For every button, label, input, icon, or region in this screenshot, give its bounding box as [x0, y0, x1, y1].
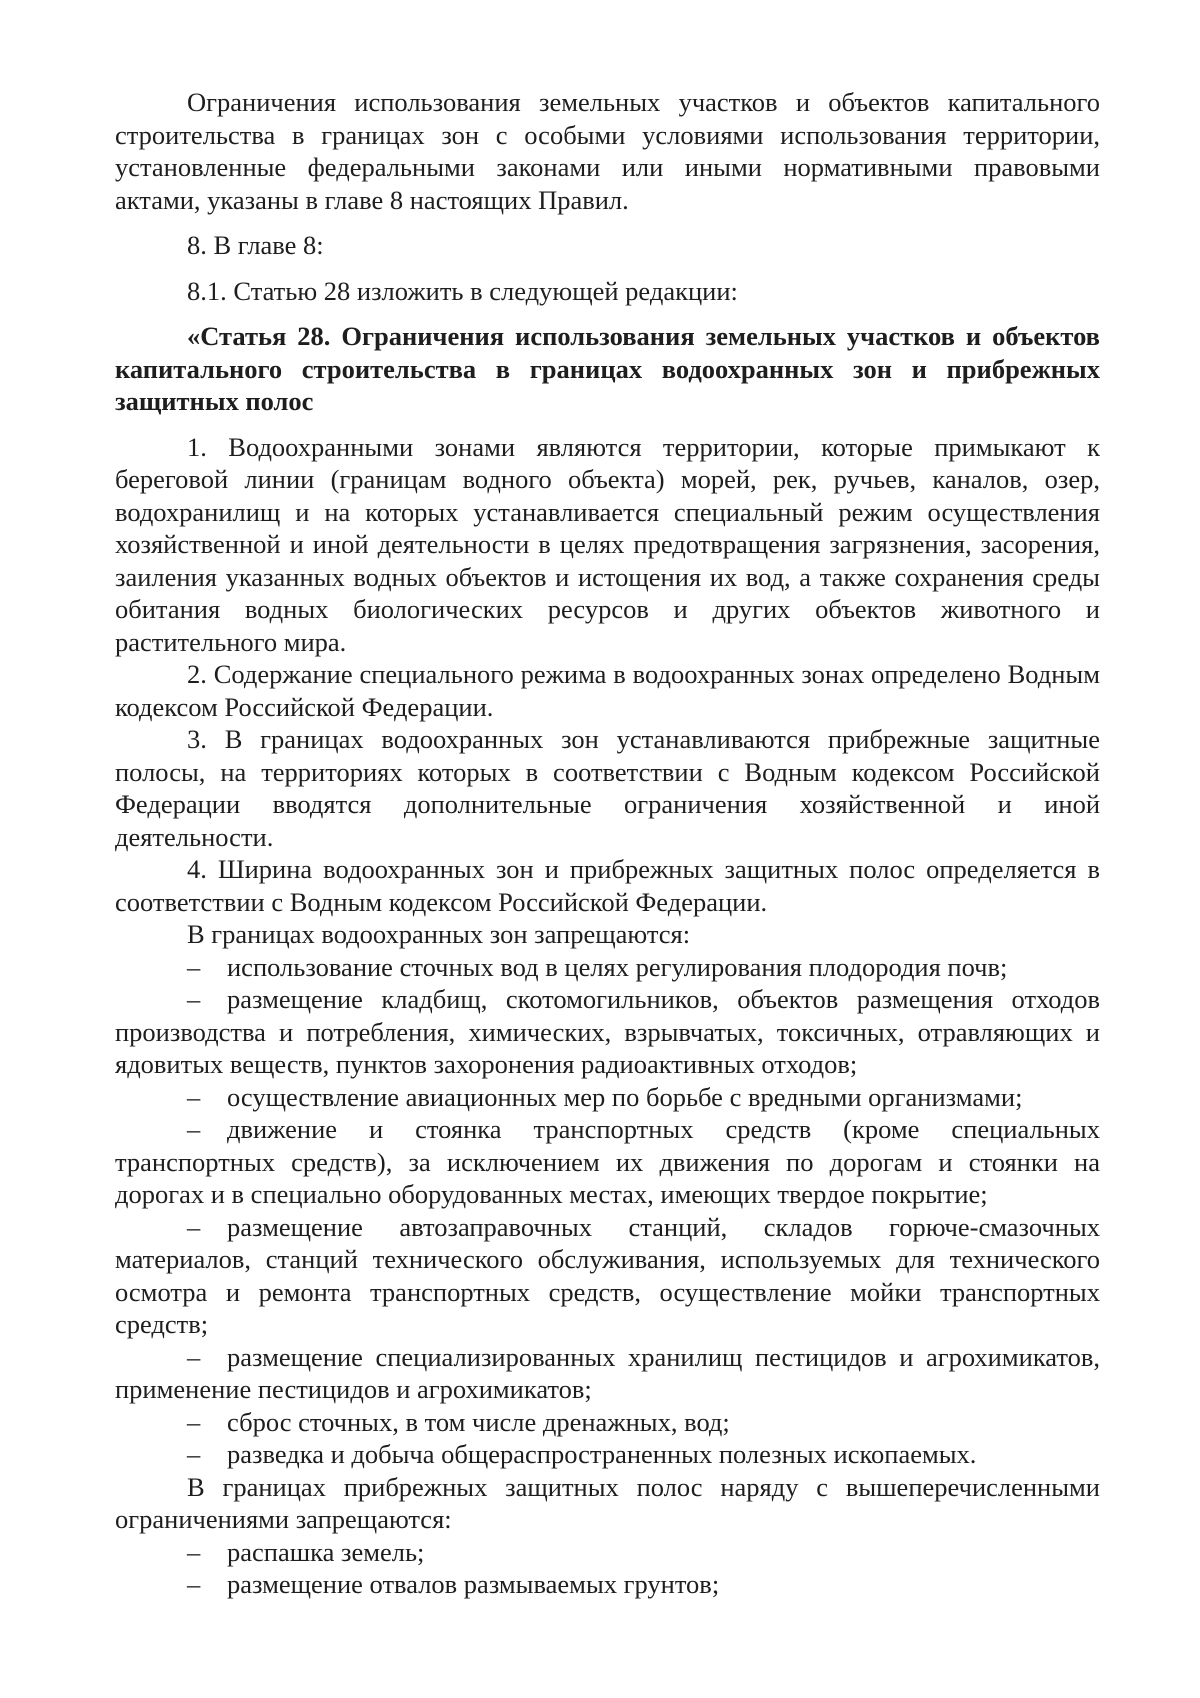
list-item-text: разведка и добыча общераспространенных полезных ископаемых.	[227, 1439, 977, 1469]
list-item-text: размещение автозаправочных станций, складов горюче-смазочных материалов, станций технического обслуживания, используемых для технического осмотра и ремонта транспортных средств, осуществление мойки транспортных средств;	[115, 1211, 1100, 1339]
list-item-text: размещение специализированных хранилищ пестицидов и агрохимикатов, применение пестицидов и агрохимикатов;	[115, 1341, 1100, 1404]
list-item-text: размещение кладбищ, скотомогильников, объектов размещения отходов производства и потребления, химических, взрывчатых, токсичных, отравляющих и ядовитых веществ, пунктов захоронения радиоактивных отходов;	[115, 984, 1100, 1079]
dash-marker: –	[187, 984, 201, 1014]
intro-paragraph: Ограничения использования земельных участков и объектов капитального строительства в границах зон с особыми условиями использования территории, установленные федеральными законами или иными нормативными правовыми актами, указаны в главе 8 настоящих Правил.	[115, 87, 1100, 215]
list-item	[115, 1568, 1100, 1601]
list-item	[115, 1081, 1100, 1114]
list-item-text: распашка земель;	[227, 1536, 425, 1567]
point-3: 3. В границах водоохранных зон устанавливаются прибрежные защитные полосы, на территориях которых в соответствии с Водным кодексом Российской Федерации вводятся дополнительные ограничения хозяйственной и иной деятельности.	[115, 724, 1100, 852]
list-item	[115, 983, 1100, 1081]
dash-marker: –	[187, 1114, 201, 1144]
list-item	[115, 1536, 1100, 1569]
list-item-text: использование сточных вод в целях регулирования плодородия почв;	[227, 951, 1008, 982]
point-2: 2. Содержание специального режима в водоохранных зонах определено Водным кодексом Российской Федерации.	[115, 659, 1100, 722]
list-item-text: размещение отвалов размываемых грунтов;	[227, 1569, 720, 1599]
list-item-text: сброс сточных, в том числе дренажных, вод;	[227, 1406, 730, 1437]
dash-marker: –	[187, 1211, 201, 1242]
point-4: 4. Ширина водоохранных зон и прибрежных защитных полос определяется в соответствии с Водным кодексом Российской Федерации.	[115, 854, 1100, 917]
dash-marker: –	[187, 1569, 201, 1599]
list-item	[115, 1406, 1100, 1439]
dash-marker: –	[187, 951, 201, 982]
dash-marker: –	[187, 1439, 201, 1469]
point-1: 1. Водоохранными зонами являются территории, которые примыкают к береговой линии (границам водного объекта) морей, рек, ручьев, каналов, озер, водохранилищ и на которых устанавливается специальный режим осуществления хозяйственной и иной деятельности в целях предотвращения загрязнения, засорения, заиления указанных водных объектов и истощения их вод, а также сохранения среды обитания водных биологических ресурсов и других объектов животного и растительного мира.	[115, 431, 1100, 657]
dash-marker: –	[187, 1536, 201, 1567]
list-item	[115, 1341, 1100, 1406]
item-8-1: 8.1. Статью 28 изложить в следующей редакции:	[187, 275, 738, 306]
list-item-text: осуществление авиационных мер по борьбе с вредными организмами;	[227, 1081, 1023, 1112]
coastal-strip-heading: В границах прибрежных защитных полос наряду с вышеперечисленными ограничениями запрещаются:	[115, 1471, 1100, 1534]
dash-marker: –	[187, 1081, 201, 1112]
dash-marker: –	[187, 1341, 201, 1372]
list-item	[115, 1113, 1100, 1211]
list-item	[115, 1211, 1100, 1341]
article-title: «Статья 28. Ограничения использования земельных участков и объектов капитального строительства в границах водоохранных зон и прибрежных защитных полос	[115, 321, 1100, 416]
item-8: 8. В главе 8:	[187, 230, 324, 260]
list-item-text: движение и стоянка транспортных средств (кроме специальных транспортных средств), за исключением их движения по дорогам и стоянки на дорогах и в специально оборудованных местах, имеющих твердое покрытие;	[115, 1114, 1100, 1209]
list-item	[115, 1438, 1100, 1471]
dash-marker: –	[187, 1406, 201, 1437]
list-item	[115, 951, 1100, 984]
water-zone-heading: В границах водоохранных зон запрещаются:	[187, 919, 691, 949]
